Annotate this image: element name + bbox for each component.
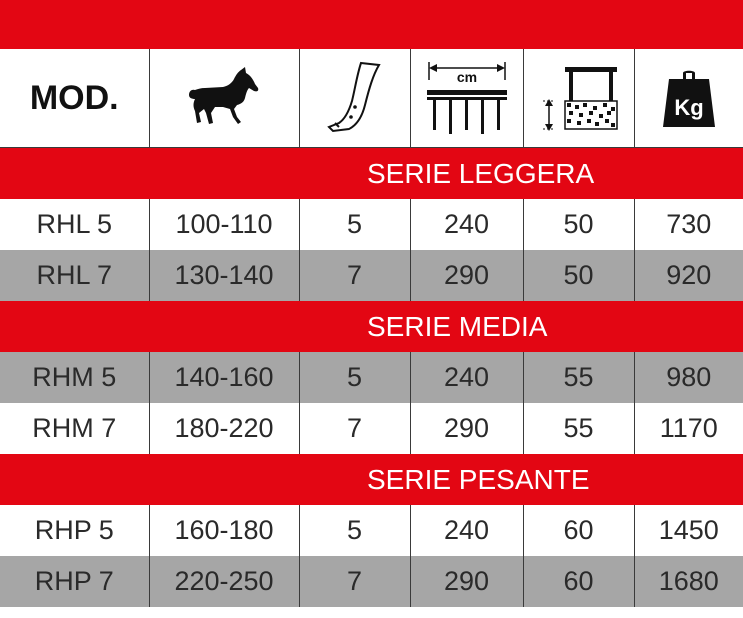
weight-unit-label: Kg [674, 95, 704, 120]
header-horsepower [149, 49, 299, 148]
width-cell: 240 [410, 352, 523, 403]
tines-cell: 5 [299, 199, 410, 250]
weight-icon [663, 69, 715, 127]
series-header-row [0, 301, 743, 352]
horse-icon [187, 67, 261, 129]
spec-table [0, 49, 743, 607]
series-header-row [0, 148, 743, 200]
model-cell: RHP 7 [0, 556, 149, 607]
horsepower-cell: 180-220 [149, 403, 299, 454]
header-working-width [410, 49, 523, 148]
tine-icon [325, 61, 385, 135]
model-cell: RHL 5 [0, 199, 149, 250]
table-row [0, 352, 743, 403]
horsepower-cell: 160-180 [149, 505, 299, 556]
top-red-band [0, 0, 743, 49]
height-cell: 50 [523, 250, 634, 301]
height-cell: 55 [523, 403, 634, 454]
table-row [0, 505, 743, 556]
working-width-icon [423, 58, 511, 138]
series-header-cell [0, 148, 743, 200]
header-weight [634, 49, 743, 148]
horsepower-cell: 130-140 [149, 250, 299, 301]
table-row [0, 403, 743, 454]
width-cell: 290 [410, 556, 523, 607]
width-cell: 290 [410, 250, 523, 301]
spec-table-body [0, 49, 743, 607]
tines-cell: 5 [299, 505, 410, 556]
horsepower-cell: 100-110 [149, 199, 299, 250]
table-row [0, 250, 743, 301]
weight-cell: 980 [634, 352, 743, 403]
width-cell: 240 [410, 505, 523, 556]
header-clearance-height [523, 49, 634, 148]
horsepower-cell: 220-250 [149, 556, 299, 607]
header-model [0, 49, 149, 148]
model-cell: RHM 7 [0, 403, 149, 454]
series-title: SERIE MEDIA [367, 310, 548, 342]
width-cell: 290 [410, 403, 523, 454]
model-cell: RHM 5 [0, 352, 149, 403]
width-unit-label: cm [456, 69, 477, 85]
series-title: SERIE PESANTE [367, 463, 590, 495]
weight-cell: 1170 [634, 403, 743, 454]
weight-cell: 730 [634, 199, 743, 250]
table-row [0, 556, 743, 607]
tines-cell: 7 [299, 250, 410, 301]
horsepower-cell: 140-160 [149, 352, 299, 403]
series-header-cell [0, 454, 743, 505]
clearance-height-icon [537, 61, 621, 135]
header-tines [299, 49, 410, 148]
height-cell: 55 [523, 352, 634, 403]
width-cell: 240 [410, 199, 523, 250]
weight-cell: 1450 [634, 505, 743, 556]
model-cell: RHP 5 [0, 505, 149, 556]
series-title: SERIE LEGGERA [367, 157, 595, 189]
tines-cell: 7 [299, 403, 410, 454]
tines-cell: 5 [299, 352, 410, 403]
series-header-row [0, 454, 743, 505]
model-cell: RHL 7 [0, 250, 149, 301]
height-cell: 60 [523, 505, 634, 556]
series-header-cell [0, 301, 743, 352]
weight-cell: 920 [634, 250, 743, 301]
height-cell: 50 [523, 199, 634, 250]
header-row [0, 49, 743, 148]
table-row [0, 199, 743, 250]
weight-cell: 1680 [634, 556, 743, 607]
tines-cell: 7 [299, 556, 410, 607]
height-cell: 60 [523, 556, 634, 607]
model-column-label: MOD. [29, 78, 119, 117]
